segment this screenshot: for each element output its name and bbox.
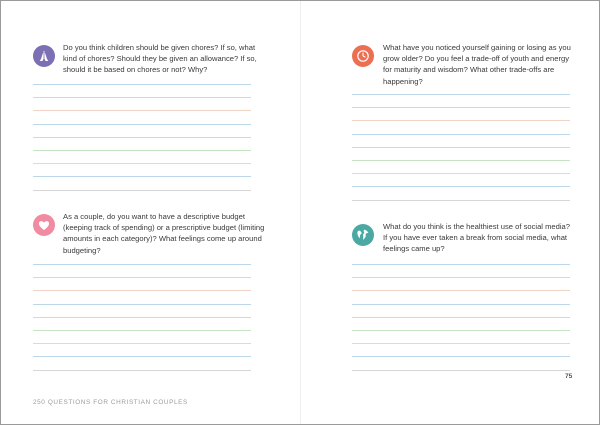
question-text: What do you think is the healthiest use of social media? If you have ever taken a break from social media, what feelings came up? [383,222,570,254]
writing-lines[interactable] [33,264,251,383]
globe-icon [352,224,374,246]
question-text: As a couple, do you want to have a descriptive budget (keeping track of spending) or a prescriptive budget (limiting amounts in each category)? What feelings come up around budgeting? [63,212,265,255]
book-title-footer: 250 QUESTIONS FOR CHRISTIAN COUPLES [33,399,188,406]
page-number: 75 [565,373,573,380]
heart-icon [33,214,55,236]
writing-lines[interactable] [352,264,573,383]
question-text: Do you think children should be given chores? If so, what kind of chores? Should they be given an allowance? If so, should it be based on chores or not? Why? [63,43,257,75]
clock-icon [352,45,374,67]
praying-hands-icon [33,45,55,67]
writing-lines[interactable] [352,94,570,213]
page-gutter [300,1,301,424]
question-text: What have you noticed yourself gaining or losing as you grow older? Do you feel a trade-off of youth and energy for maturity and wisdom? What other trade-offs are happening? [383,43,571,86]
writing-lines[interactable] [33,84,251,203]
